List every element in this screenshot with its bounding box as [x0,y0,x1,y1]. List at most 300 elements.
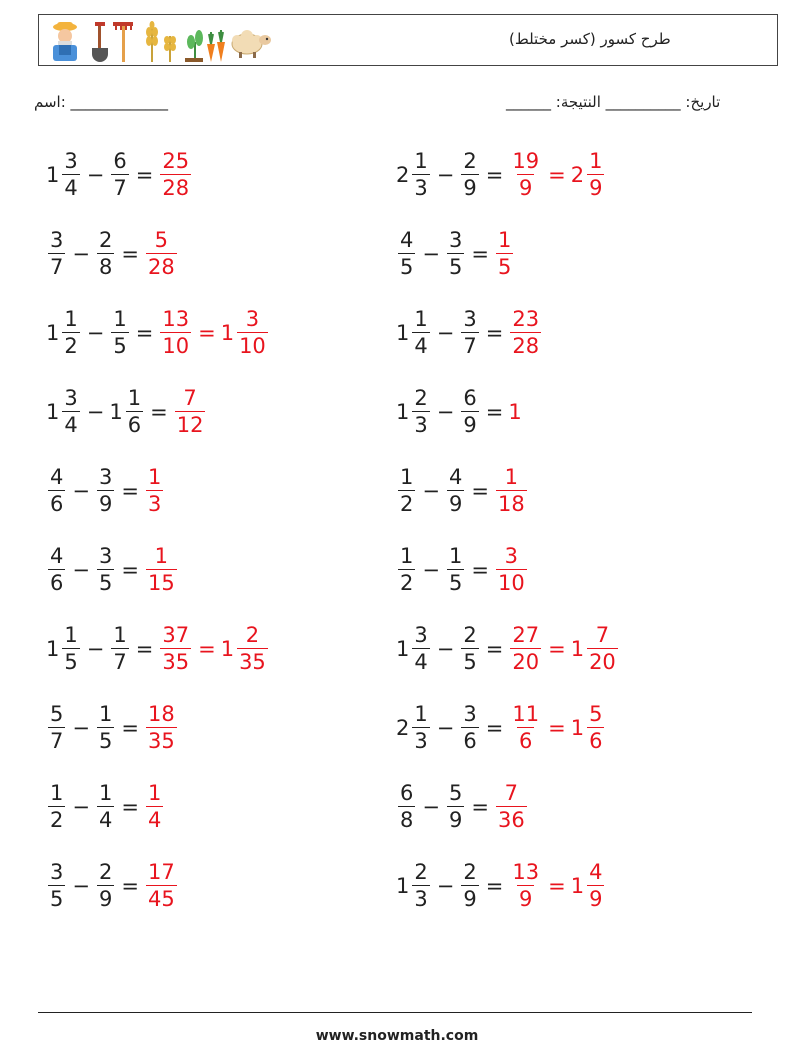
fraction-a [398,467,415,515]
denominator: 20 [512,650,540,674]
answer-fraction [160,625,191,673]
numerator: 5 [589,702,603,726]
numerator: 6 [113,149,127,173]
equals-sign: = [198,321,216,345]
answer-mixed [587,862,604,910]
answer-fraction [175,388,206,436]
denominator: 4 [64,413,78,437]
farm-icons-strip [45,18,275,64]
minus-sign: − [86,637,105,661]
answer-fraction [496,467,527,515]
numerator: 1 [50,781,64,805]
denominator: 35 [239,650,266,674]
denominator: 7 [50,729,64,753]
denominator: 9 [519,887,533,911]
fraction-b [461,704,478,752]
equals-sign: = [135,321,154,345]
denominator: 5 [113,334,127,358]
answer [158,625,269,673]
answer-mixed [237,625,268,673]
answer-fraction [146,546,177,594]
minus-sign: − [72,558,90,582]
answer [508,862,606,910]
answer-fraction [510,625,541,673]
problem-item [46,382,207,442]
numerator: 37 [162,623,190,647]
answer [158,151,193,199]
minus-sign: − [422,795,440,819]
whole-number: 1 [109,400,123,424]
equals-sign: = [485,321,504,345]
denominator: 2 [400,492,414,516]
equals-sign: = [198,637,216,661]
numerator: 1 [504,465,519,489]
problem-item [46,619,270,679]
answer [508,625,619,673]
numerator: 2 [98,228,113,252]
numerator: 5 [50,702,64,726]
answer-fraction [496,546,527,594]
numerator: 1 [400,465,414,489]
whole-number: 1 [396,400,410,424]
answer-fraction [160,309,191,357]
numerator: 1 [64,307,78,331]
minus-sign: − [86,400,105,424]
fraction-b [111,625,128,673]
problem-item [46,698,179,758]
answer-fraction [146,230,177,278]
fraction-b [461,309,478,357]
numerator: 18 [147,702,175,726]
worksheet-header [38,14,778,66]
denominator: 9 [463,176,477,200]
minus-sign: − [436,874,455,898]
numerator: 3 [463,307,477,331]
answer [508,151,606,199]
answer [508,309,543,357]
minus-sign: − [436,163,455,187]
problem-item [396,145,606,205]
numerator: 1 [127,386,142,410]
problem-item [46,145,193,205]
fraction-a [412,388,429,436]
numerator: 19 [512,149,540,173]
numerator: 4 [50,465,64,489]
answer [144,704,179,752]
fraction-b [97,230,114,278]
minus-sign: − [422,242,440,266]
problem-item [396,303,543,363]
minus-sign: − [72,242,90,266]
answer-fraction [160,151,191,199]
whole-number: 1 [46,321,60,345]
denominator: 35 [147,729,175,753]
numerator: 5 [448,781,463,805]
fraction-a [412,704,429,752]
numerator: 25 [162,149,190,173]
equals-sign: = [471,795,489,819]
numerator: 17 [147,860,175,884]
fraction-b [461,151,478,199]
answer [494,546,529,594]
problem-item [46,303,270,363]
denominator: 6 [50,571,64,595]
answer-fraction [146,467,163,515]
denominator: 20 [589,650,616,674]
answer-fraction [146,783,163,831]
numerator: 3 [98,465,113,489]
problem-item [46,856,179,916]
answer-fraction [496,230,513,278]
fraction-b [97,704,114,752]
problem-item [396,619,620,679]
numerator: 23 [512,307,540,331]
equals-sign: = [135,637,154,661]
answer [158,309,269,357]
denominator: 8 [400,808,414,832]
equals-sign: = [471,558,489,582]
numerator: 1 [414,149,428,173]
numerator: 3 [50,228,64,252]
whole-number: 1 [396,637,410,661]
fraction-b [447,783,464,831]
equals-sign: = [471,242,489,266]
whole-number: 1 [220,321,235,345]
numerator: 3 [50,860,64,884]
whole-number: 1 [396,321,410,345]
denominator: 9 [448,808,463,832]
equals-sign: = [121,479,139,503]
numerator: 2 [414,386,428,410]
fraction-a [62,151,79,199]
numerator: 3 [414,623,428,647]
denominator: 3 [414,729,428,753]
equals-sign: = [471,479,489,503]
minus-sign: − [436,716,455,740]
problem-item [396,698,606,758]
minus-sign: − [72,479,90,503]
denominator: 5 [497,255,512,279]
fraction-b [97,862,114,910]
equals-sign: = [485,637,504,661]
denominator: 6 [589,729,603,753]
numerator: 2 [98,860,113,884]
denominator: 45 [147,887,175,911]
minus-sign: − [86,321,105,345]
denominator: 4 [414,650,428,674]
whole-number: 1 [570,637,585,661]
fraction-a [412,309,429,357]
numerator: 7 [595,623,610,647]
numerator: 27 [512,623,540,647]
fraction-a [398,546,415,594]
problem-item [396,540,529,600]
denominator: 2 [400,571,414,595]
farmer-icon [53,22,77,61]
answer-mixed [237,309,268,357]
equals-sign: = [548,637,566,661]
denominator: 2 [50,808,64,832]
numerator: 3 [64,386,78,410]
denominator: 28 [512,334,540,358]
equals-sign: = [548,874,566,898]
numerator: 2 [414,860,428,884]
whole-number: 1 [220,637,235,661]
numerator: 3 [64,149,78,173]
denominator: 5 [448,255,463,279]
fraction-a [48,546,65,594]
numerator: 1 [113,307,127,331]
numerator: 1 [154,544,169,568]
problem-item [46,461,165,521]
fraction-a [62,309,79,357]
fraction-a [398,783,415,831]
wheat-icon [164,36,176,62]
numerator: 1 [589,149,603,173]
denominator: 8 [98,255,113,279]
denominator: 35 [162,650,190,674]
fraction-b [111,151,128,199]
equals-sign: = [485,400,504,424]
fraction-a [412,625,429,673]
equals-sign: = [485,163,504,187]
carrot-icon [207,30,225,62]
denominator: 5 [463,650,477,674]
numerator: 3 [448,228,463,252]
numerator: 3 [463,702,477,726]
equals-sign: = [485,874,504,898]
fraction-b [97,546,114,594]
name-field: اسم: _____________ [34,93,169,111]
whole-number: 1 [46,637,60,661]
fraction-b [461,625,478,673]
denominator: 5 [50,887,64,911]
answer [508,400,521,424]
answer-fraction [496,783,527,831]
numerator: 1 [64,623,78,647]
rake-icon [113,22,133,62]
numerator: 13 [162,307,190,331]
denominator: 4 [414,334,428,358]
fraction-a [412,862,429,910]
numerator: 3 [245,307,260,331]
equals-sign: = [548,163,566,187]
denominator: 9 [98,492,113,516]
answer [494,467,529,515]
numerator: 4 [400,228,414,252]
denominator: 15 [147,571,175,595]
whole-number: 1 [396,874,410,898]
denominator: 9 [589,176,603,200]
answer [144,546,179,594]
answer [508,704,606,752]
answer-fraction [510,151,541,199]
denominator: 9 [589,887,603,911]
numerator: 3 [504,544,519,568]
minus-sign: − [72,716,90,740]
numerator: 11 [512,702,540,726]
problem-item [46,777,165,837]
sheep-icon [232,30,271,58]
denominator: 5 [400,255,414,279]
numerator: 2 [463,623,477,647]
equals-sign: = [150,400,168,424]
answer-mixed [587,625,618,673]
denominator: 28 [162,176,190,200]
fraction-a [398,230,415,278]
problem-item [396,382,522,442]
whole-number: 1 [570,716,585,740]
denominator: 3 [147,492,162,516]
numerator: 1 [147,465,162,489]
denominator: 6 [463,729,477,753]
denominator: 4 [147,808,162,832]
fraction-a [48,230,65,278]
answer [144,230,179,278]
whole-number: 1 [570,874,585,898]
minus-sign: − [436,637,455,661]
problem-item [396,224,515,284]
denominator: 4 [98,808,113,832]
fraction-a [48,783,65,831]
denominator: 6 [519,729,533,753]
denominator: 3 [414,176,428,200]
answer-fraction [146,704,177,752]
numerator: 7 [183,386,197,410]
equals-sign: = [121,558,139,582]
denominator: 3 [414,413,428,437]
denominator: 18 [497,492,525,516]
answer-mixed [587,151,604,199]
numerator: 1 [414,307,428,331]
denominator: 9 [463,413,477,437]
equals-sign: = [121,716,139,740]
denominator: 10 [239,334,266,358]
fraction-a [412,151,429,199]
whole-number: 2 [396,163,410,187]
fraction-b [447,230,464,278]
answer-fraction [510,862,541,910]
footer-url: www.snowmath.com [315,1028,479,1044]
denominator: 5 [448,571,463,595]
whole-number: 1 [46,400,60,424]
numerator: 2 [463,860,477,884]
equals-sign: = [121,242,139,266]
worksheet-title: طرح كسور (كسر مختلط) [509,30,671,48]
answer [173,388,208,436]
problem-item [46,540,179,600]
denominator: 12 [176,413,204,437]
answer-whole: 1 [508,400,522,424]
problem-item [46,224,179,284]
denominator: 9 [463,887,477,911]
fraction-a [48,467,65,515]
fraction-b [97,783,114,831]
answer-fraction [146,862,177,910]
equals-sign: = [485,716,504,740]
numerator: 1 [448,544,463,568]
minus-sign: − [422,558,440,582]
denominator: 5 [64,650,78,674]
fraction-b [447,467,464,515]
numerator: 6 [400,781,414,805]
denominator: 4 [64,176,78,200]
numerator: 1 [147,781,162,805]
fraction-a [62,388,79,436]
whole-number: 2 [396,716,410,740]
whole-number: 1 [46,163,60,187]
denominator: 5 [98,571,113,595]
wheat-icon [146,21,158,62]
numerator: 2 [463,149,477,173]
answer-fraction [510,704,541,752]
denominator: 9 [519,176,533,200]
denominator: 10 [162,334,190,358]
problem-item [396,777,529,837]
numerator: 7 [504,781,519,805]
denominator: 9 [98,887,113,911]
answer [494,230,515,278]
fraction-b [461,862,478,910]
problem-item [396,856,606,916]
date-score-field: ______ :تاريخ: __________ النتيجة [506,93,721,111]
minus-sign: − [72,795,90,819]
plant-icon [185,30,203,62]
numerator: 1 [98,781,113,805]
answer [494,783,529,831]
minus-sign: − [86,163,105,187]
equals-sign: = [135,163,154,187]
minus-sign: − [436,321,455,345]
fraction-a [62,625,79,673]
numerator: 4 [589,860,603,884]
fraction-a [48,704,65,752]
answer [144,783,165,831]
numerator: 1 [497,228,512,252]
problem-item [396,461,529,521]
answer-fraction [510,309,541,357]
equals-sign: = [121,795,139,819]
answer [144,467,165,515]
shovel-icon [92,22,108,62]
fraction-b [111,309,128,357]
denominator: 7 [50,255,64,279]
numerator: 13 [512,860,540,884]
denominator: 3 [414,887,428,911]
minus-sign: − [422,479,440,503]
denominator: 10 [497,571,525,595]
answer-mixed [587,704,604,752]
footer-divider [38,1012,752,1013]
numerator: 5 [154,228,169,252]
numerator: 1 [400,544,414,568]
denominator: 36 [497,808,525,832]
numerator: 6 [463,386,477,410]
numerator: 4 [50,544,64,568]
denominator: 2 [64,334,78,358]
fraction-b [447,546,464,594]
fraction-b [97,467,114,515]
fraction-b [126,388,143,436]
numerator: 2 [245,623,260,647]
numerator: 1 [414,702,428,726]
denominator: 5 [98,729,113,753]
whole-number: 2 [570,163,585,187]
numerator: 4 [448,465,463,489]
denominator: 7 [463,334,477,358]
equals-sign: = [548,716,566,740]
numerator: 1 [113,623,127,647]
